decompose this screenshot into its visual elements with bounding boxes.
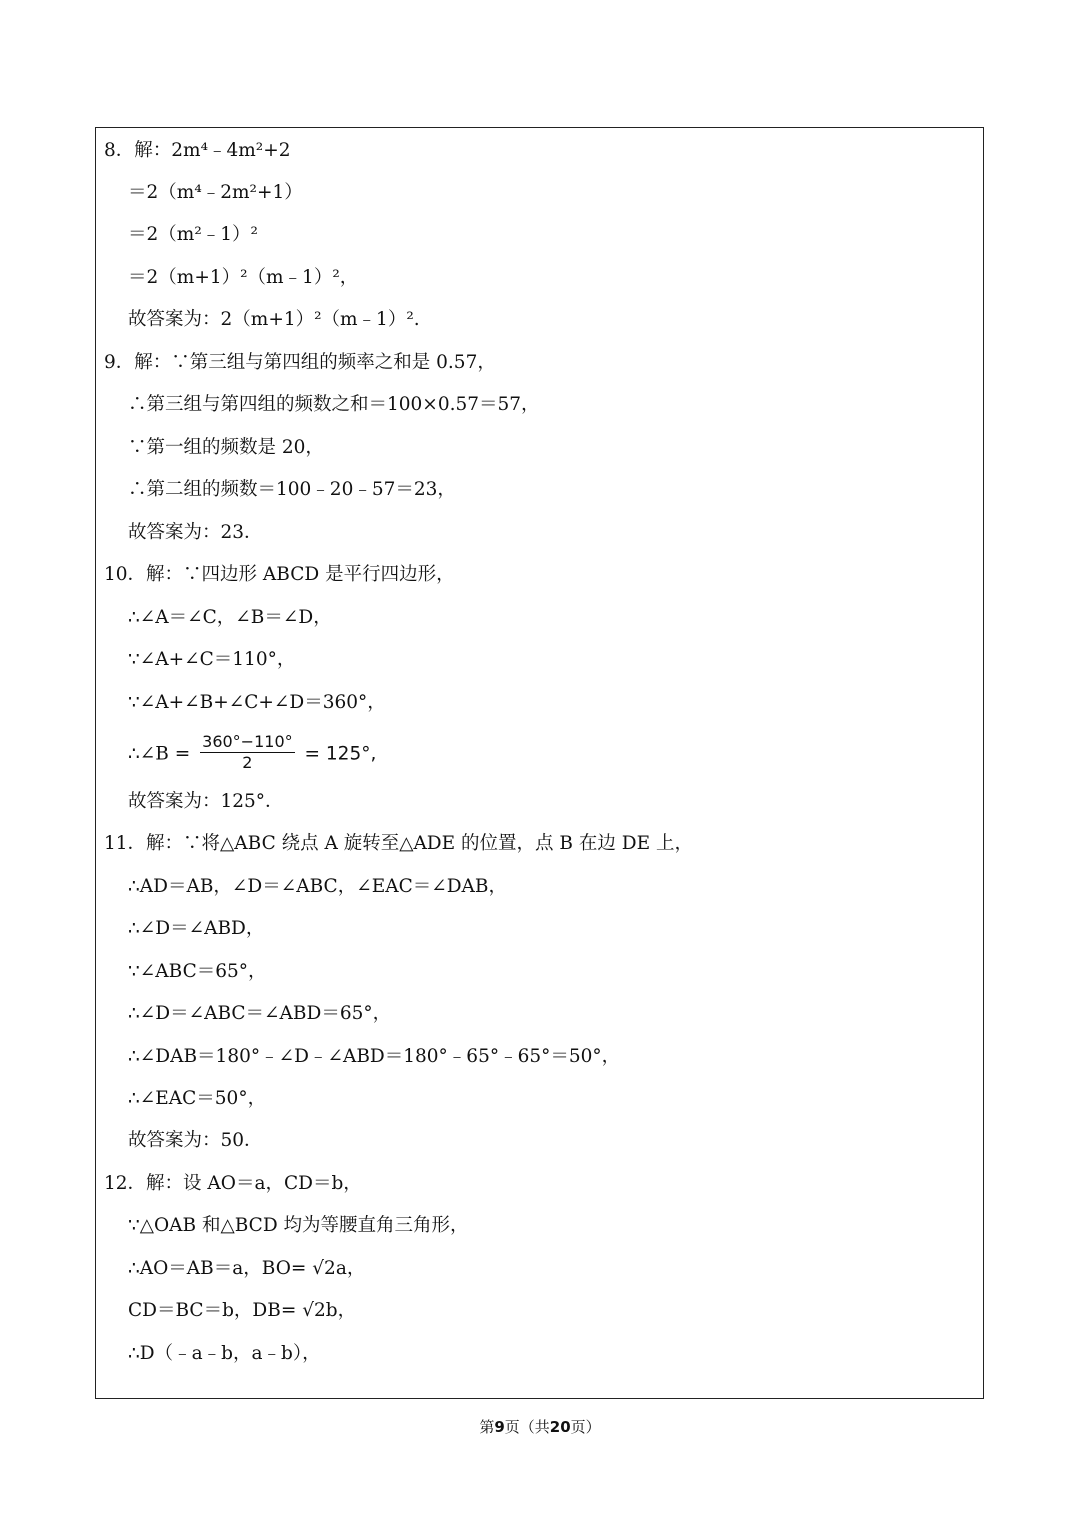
text-line: ∴∠DAB＝180°﹣∠D﹣∠ABD＝180°﹣65°﹣65°＝50°， bbox=[128, 1046, 621, 1067]
fraction-prefix: ∴∠B = bbox=[128, 743, 191, 765]
text-line: ∴∠A＝∠C，∠B＝∠D， bbox=[128, 607, 332, 628]
text-line: CD＝BC＝b，DB= √2b， bbox=[128, 1300, 357, 1321]
fraction-denominator: 2 bbox=[242, 753, 253, 772]
text-line: ＝2（m²﹣1）² bbox=[128, 224, 258, 245]
page-footer bbox=[0, 1416, 1080, 1437]
text-line: 故答案为：50． bbox=[128, 1130, 263, 1151]
text-line: 故答案为：23． bbox=[128, 522, 263, 543]
text-line: ∵∠A+∠C＝110°， bbox=[128, 649, 296, 670]
text-line: ∴AD＝AB，∠D＝∠ABC，∠EAC＝∠DAB， bbox=[128, 876, 508, 897]
fraction-suffix: = 125°, bbox=[304, 743, 377, 765]
text-line: 故答案为：125°． bbox=[128, 791, 284, 812]
text-line: ∴AO＝AB＝a，BO= √2a， bbox=[128, 1258, 366, 1279]
text-line: ∵∠ABC＝65°， bbox=[128, 961, 267, 982]
text-line: ∴第三组与第四组的频数之和＝100×0.57＝57， bbox=[128, 394, 540, 415]
text-line: ∵第一组的频数是 20， bbox=[128, 437, 324, 458]
text-line: ＝2（m+1）²（m﹣1）²， bbox=[128, 267, 359, 288]
text-line: 9．解：∵第三组与第四组的频率之和是 0.57， bbox=[104, 352, 496, 373]
text-line: ∴∠D＝∠ABD， bbox=[128, 918, 265, 939]
text-line: ∴D（﹣a﹣b，a﹣b）， bbox=[128, 1343, 321, 1364]
text-line: ∴第二组的频数＝100﹣20﹣57＝23， bbox=[128, 479, 456, 500]
text-line: 11．解：∵将△ABC 绕点 A 旋转至△ADE 的位置，点 B 在边 DE 上， bbox=[104, 833, 693, 854]
text-line: ∵∠A+∠B+∠C+∠D＝360°， bbox=[128, 692, 386, 713]
fraction-equation bbox=[128, 734, 376, 774]
footer-post: 页） bbox=[570, 1418, 601, 1436]
text-line: ∴∠D＝∠ABC＝∠ABD＝65°， bbox=[128, 1003, 392, 1024]
text-line: ＝2（m⁴﹣2m²+1） bbox=[128, 182, 303, 203]
fraction-numerator: 360°−110° bbox=[202, 732, 293, 751]
text-line: ∴∠EAC＝50°， bbox=[128, 1088, 267, 1109]
fraction bbox=[200, 732, 294, 773]
text-line: 10．解：∵四边形 ABCD 是平行四边形， bbox=[104, 564, 455, 585]
text-line: 故答案为：2（m+1）²（m﹣1）². bbox=[128, 309, 420, 330]
text-line: 12．解：设 AO＝a，CD＝b， bbox=[104, 1173, 362, 1194]
footer-page-number: 9 bbox=[494, 1418, 505, 1436]
text-line: ∵△OAB 和△BCD 均为等腰直角三角形， bbox=[128, 1215, 469, 1236]
footer-total-pages: 20 bbox=[549, 1418, 571, 1436]
footer-pre: 第 bbox=[479, 1418, 495, 1436]
text-line: 8．解：2m⁴﹣4m²+2 bbox=[104, 140, 291, 161]
footer-mid: 页（共 bbox=[504, 1418, 550, 1436]
